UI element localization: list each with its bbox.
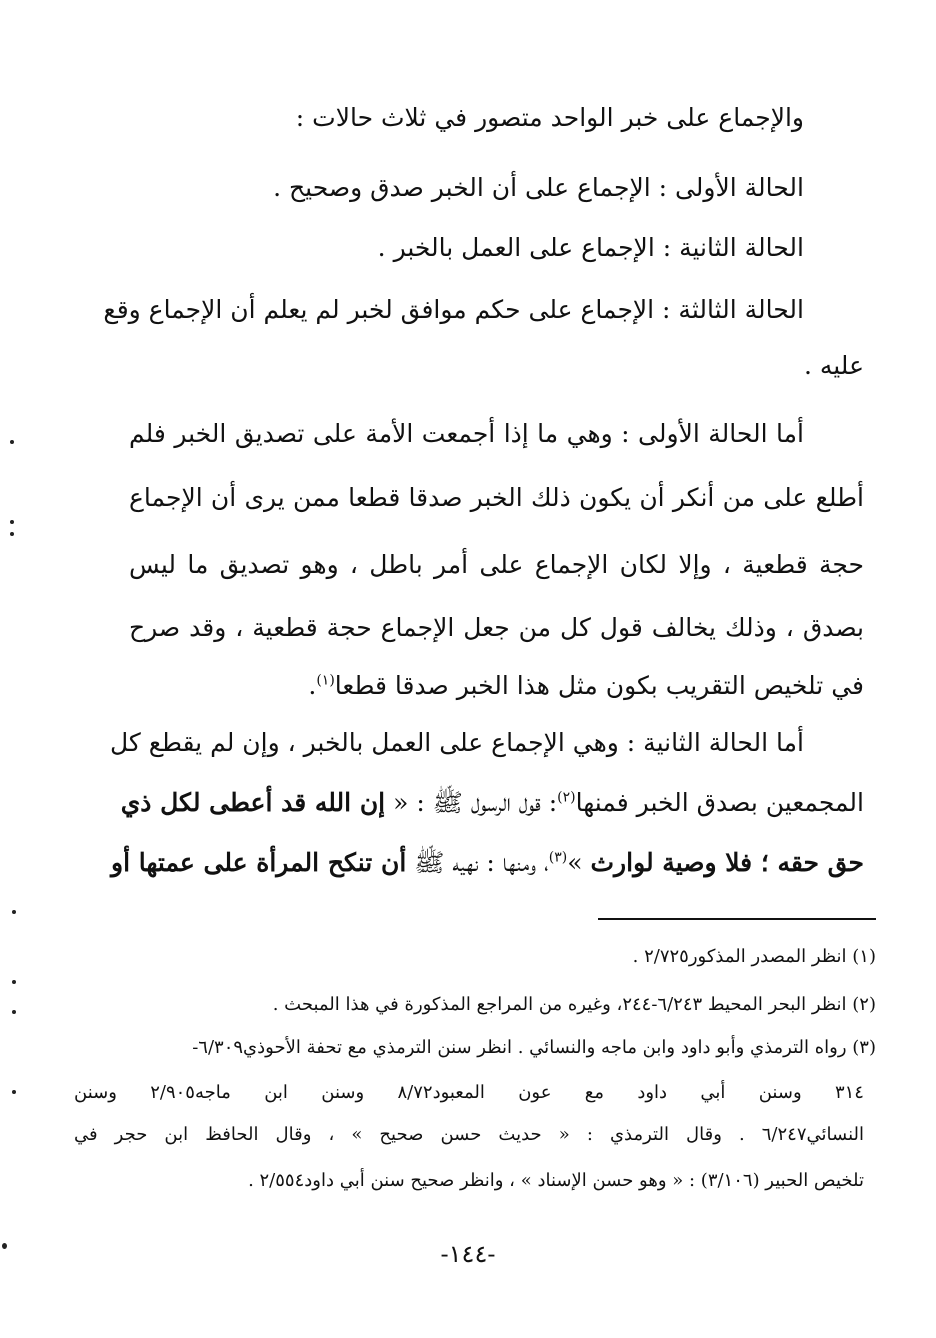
paragraph-line: أما الحالة الأولى : وهي ما إذا أجمعت الأمة على تصديق الخبر فلم bbox=[129, 419, 804, 448]
scan-mark bbox=[12, 1010, 16, 1014]
line-text: : قول الرسول ﷺ : « bbox=[385, 788, 558, 817]
page-number: -١٤٤- bbox=[440, 1240, 496, 1268]
paragraph-line: أما الحالة الثانية : وهي الإجماع على العمل بالخبر ، وإن لم يقطع كل bbox=[109, 728, 804, 757]
period: . bbox=[308, 671, 317, 700]
body-line: الحالة الثانية : الإجماع على العمل بالخبر . bbox=[377, 233, 804, 262]
scan-mark bbox=[10, 532, 14, 536]
hadith-text: أن تنكح المرأة على عمتها أو bbox=[111, 848, 407, 877]
footnote-ref[interactable]: (١) bbox=[316, 672, 335, 689]
scan-mark bbox=[12, 910, 16, 914]
line-text: في تلخيص التقريب بكون مثل هذا الخبر صدقا قطعا bbox=[334, 671, 864, 700]
body-line: والإجماع على خبر الواحد متصور في ثلاث حالات : bbox=[295, 103, 804, 132]
footnote-3-line: النسائي٦/٢٤٧ . وقال الترمذي : « حديث حسن صحيح » ، وقال الحافظ ابن حجر في bbox=[74, 1124, 864, 1145]
footnote-separator bbox=[598, 918, 876, 920]
footnote-1: (١) انظر المصدر المذكور٢/٧٢٥ . bbox=[632, 946, 876, 967]
paragraph-line: حجة قطعية ، وإلا لكان الإجماع على أمر باطل ، وهو تصديق ما ليس bbox=[129, 550, 864, 579]
hadith-text: حق حقه ؛ فلا وصية لوارث bbox=[590, 848, 864, 877]
footnote-ref[interactable]: (٢) bbox=[557, 789, 576, 806]
paragraph-line: بصدق ، وذلك يخالف قول كل من جعل الإجماع حجة قطعية ، وقد صرح bbox=[129, 613, 864, 642]
hadith-text: إن الله قد أعطى لكل ذي bbox=[120, 788, 386, 817]
scan-mark bbox=[12, 1090, 16, 1094]
body-line: الحالة الثالثة : الإجماع على حكم موافق لخبر لم يعلم أن الإجماع وقع bbox=[103, 295, 804, 324]
scan-mark bbox=[10, 520, 14, 524]
body-line: عليه . bbox=[803, 351, 864, 380]
paragraph-line: أطلع على من أنكر أن يكون ذلك الخبر صدقا قطعا ممن يرى أن الإجماع bbox=[129, 483, 864, 512]
footnote-ref[interactable]: (٣) bbox=[548, 849, 568, 866]
scan-mark bbox=[12, 980, 16, 984]
scan-mark bbox=[10, 440, 14, 444]
quote-close: » bbox=[567, 848, 591, 877]
footnote-3-line: تلخيص الحبير (٣/١٠٦) : « وهو حسن الإسناد » ، وانظر صحيح سنن أبي داود٢/٥٥٤ . bbox=[248, 1170, 864, 1191]
footnote-3-line: ٣١٤ وسنن أبي داود مع عون المعبود٨/٧٢ وسنن ابن ماجه٢/٩٠٥ وسنن bbox=[74, 1082, 864, 1103]
scan-mark bbox=[2, 1243, 7, 1249]
paragraph-line bbox=[308, 666, 864, 706]
paragraph-line bbox=[111, 843, 864, 883]
body-line: الحالة الأولى : الإجماع على أن الخبر صدق وصحيح . bbox=[273, 173, 804, 202]
line-text: ، ومنها : نهيه ﷺ bbox=[406, 848, 549, 877]
line-text: المجمعين بصدق الخبر فمنها bbox=[575, 788, 864, 817]
footnote-2: (٢) انظر البحر المحيط ٦/٢٤٣-٢٤٤، وغيره من المراجع المذكورة في هذا المبحث . bbox=[272, 994, 876, 1015]
paragraph-line bbox=[120, 783, 864, 823]
footnote-3-line: (٣) رواه الترمذي وأبو داود وابن ماجه والنسائي . انظر سنن الترمذي مع تحفة الأحوذي٦/٣٠٩- bbox=[192, 1037, 876, 1058]
